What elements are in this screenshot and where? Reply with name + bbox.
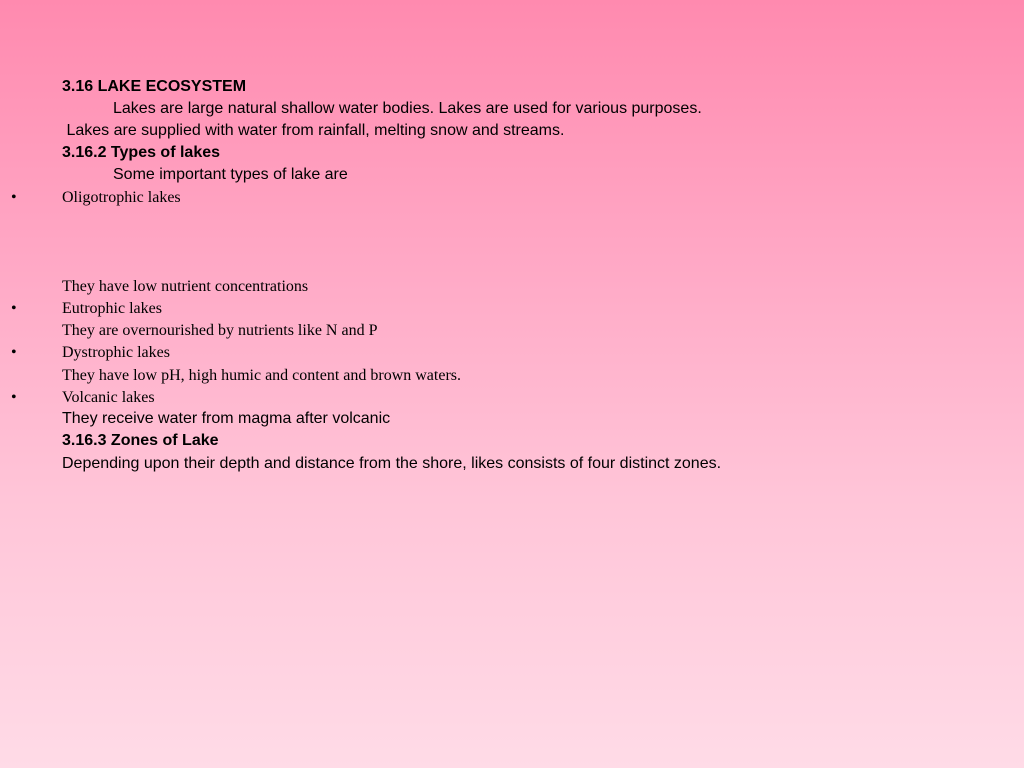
- zones-heading: 3.16.3 Zones of Lake: [62, 432, 219, 449]
- types-intro: Some important types of lake are: [113, 166, 348, 183]
- lake-type-desc: They receive water from magma after volcanic: [62, 410, 391, 427]
- zones-text: Depending upon their depth and distance from the shore, likes consists of four distinct zones.: [62, 455, 722, 472]
- section-heading: 3.16 LAKE ECOSYSTEM: [62, 78, 247, 95]
- section-intro-1: Lakes are large natural shallow water bodies. Lakes are used for various purposes.: [113, 100, 702, 117]
- lake-type-name: Dystrophic lakes: [62, 344, 170, 361]
- lake-type-desc: They have low pH, high humic and content and brown waters.: [62, 367, 462, 384]
- bullet-marker: •: [11, 344, 17, 361]
- bullet-marker: •: [11, 189, 17, 206]
- lake-type-desc: They are overnourished by nutrients like N and P: [62, 322, 378, 339]
- lake-type-name: Volcanic lakes: [62, 389, 155, 406]
- lake-type-desc: They have low nutrient concentrations: [62, 278, 309, 295]
- bullet-marker: •: [11, 300, 17, 317]
- section-intro-2: Lakes are supplied with water from rainfall, melting snow and streams.: [62, 122, 565, 139]
- lake-type-name: Eutrophic lakes: [62, 300, 162, 317]
- bullet-marker: •: [11, 389, 17, 406]
- types-heading: 3.16.2 Types of lakes: [62, 144, 221, 161]
- lake-type-name: Oligotrophic lakes: [62, 189, 181, 206]
